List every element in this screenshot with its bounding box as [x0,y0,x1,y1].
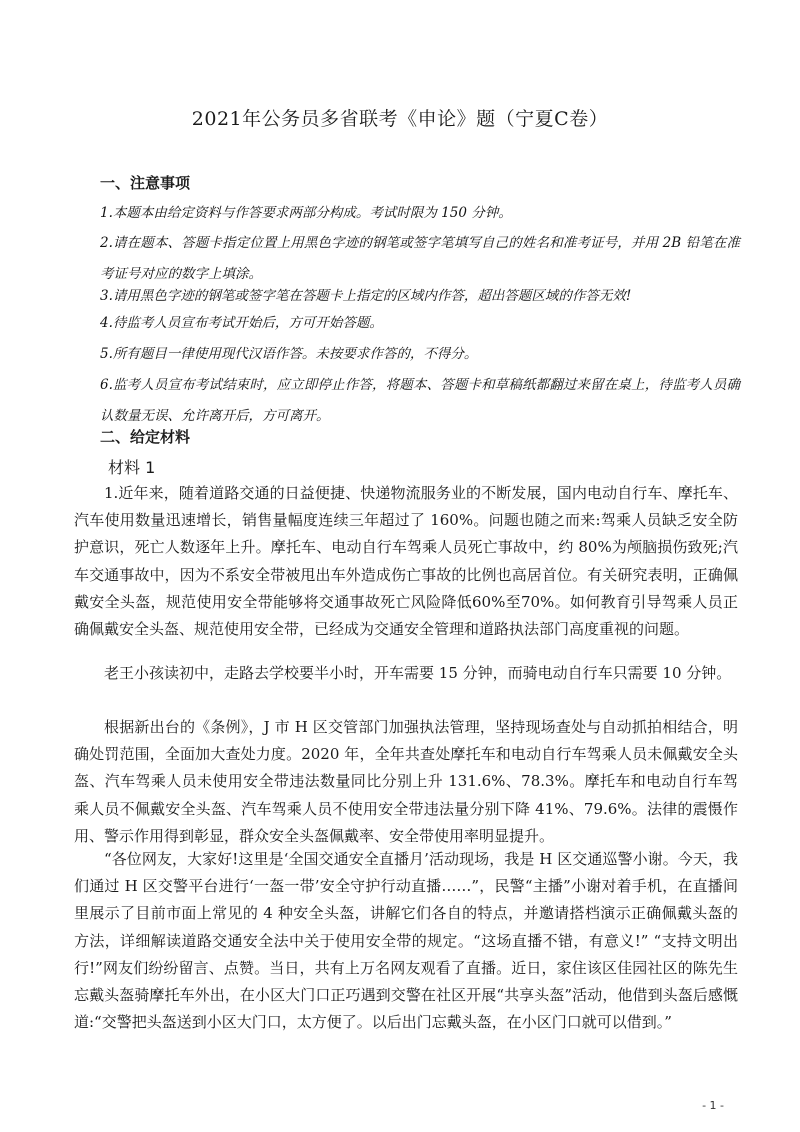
note-item: 2.请在题本、答题卡指定位置上用黑色字迹的钢笔或签字笔填写自己的姓名和准考证号，并用 2B 铅笔在准考证号对应的数字上填涂。 [100,235,740,282]
note-item: 5.所有题目一律使用现代汉语作答。未按要求作答的，不得分。 [100,346,478,362]
material-paragraph: “各位网友，大家好!这里是‘全国交通安全直播月’活动现场，我是 H 区交通巡警小谢。今天，我们通过 H 区交警平台进行‘一盔一带’安全守护行动直播……”，民警“主播”小谢对着手机，在直播间里展示了目前市面上常见的 4 种安全头盔，讲解它们各自的特点，并邀请搭档演示正确佩戴头盔的方法，详细解读道路交通安全法中关于使用安全带的规定。“这场直播不错，有意义!” “支持文明出行!”网友们纷纷留言、点赞。当日，共有上万名网友观看了直播。近日，家住该区佳园社区的陈先生忘戴头盔骑摩托车外出，在小区大门口正巧遇到交警在社区开展“共享头盔”活动，他借到头盔后感慨道:“交警把头盔送到小区大门口，太方便了。以后出门忘戴头盔，在小区门口就可以借到。” [74,850,738,1032]
note-item: 6.监考人员宣布考试结束时，应立即停止作答，将题本、答题卡和草稿纸都翻过来留在桌上，待监考人员确认数量无误、允许离开后，方可离开。 [100,377,740,424]
material-paragraph: 老王小孩读初中，走路去学校要半小时，开车需要 15 分钟，而骑电动自行车只需要 10 分钟。 [104,664,732,682]
document-title: 2021年公务员多省联考《申论》题（宁夏C卷） [191,108,609,130]
note-item: 1.本题本由给定资料与作答要求两部分构成。考试时限为 150 分钟。 [100,205,512,221]
page-number: - 1 - [702,1099,724,1112]
note-item: 4.待监考人员宣布考试开始后，方可开始答题。 [100,315,383,331]
material-paragraph: 根据新出台的《条例》，J 市 H 区交管部门加强执法管理，坚持现场查处与自动抓拍相结合，明确处罚范围，全面加大查处力度。2020 年，全年共查处摩托车和电动自行车驾乘人员未佩戴安全头盔、汽车驾乘人员未使用安全带违法数量同比分别上升 131.6%、78.3%。摩托车和电动自行车驾乘人员不佩戴安全头盔、汽车驾乘人员不使用安全带违法量分别下降 41%、79.6%。法律的震慑作用、警示作用得到彰显，群众安全头盔佩戴率、安全带使用率明显提升。 [74,718,738,845]
material-paragraph: 1.近年来，随着道路交通的日益便捷、快递物流服务业的不断发展，国内电动自行车、摩托车、汽车使用数量迅速增长，销售量幅度连续三年超过了 160%。问题也随之而来:驾乘人员缺乏安全防护意识，死亡人数逐年上升。摩托车、电动自行车驾乘人员死亡事故中，约 80%为颅脑损伤致死;汽车交通事故中，因为不系安全带被甩出车外造成伤亡事故的比例也高居首位。有关研究表明，正确佩戴安全头盔，规范使用安全带能够将交通事故死亡风险降低60%至70%。如何教育引导驾乘人员正确佩戴安全头盔、规范使用安全带，已经成为交通安全管理和道路执法部门高度重视的问题。 [74,484,738,639]
material-label: 材料 1 [108,458,156,477]
section-heading-notes: 一、注意事项 [100,174,191,192]
note-item: 3.请用黑色字迹的钢笔或签字笔在答题卡上指定的区域内作答，超出答题区域的作答无效! [100,288,632,304]
section-heading-materials: 二、给定材料 [100,428,191,446]
